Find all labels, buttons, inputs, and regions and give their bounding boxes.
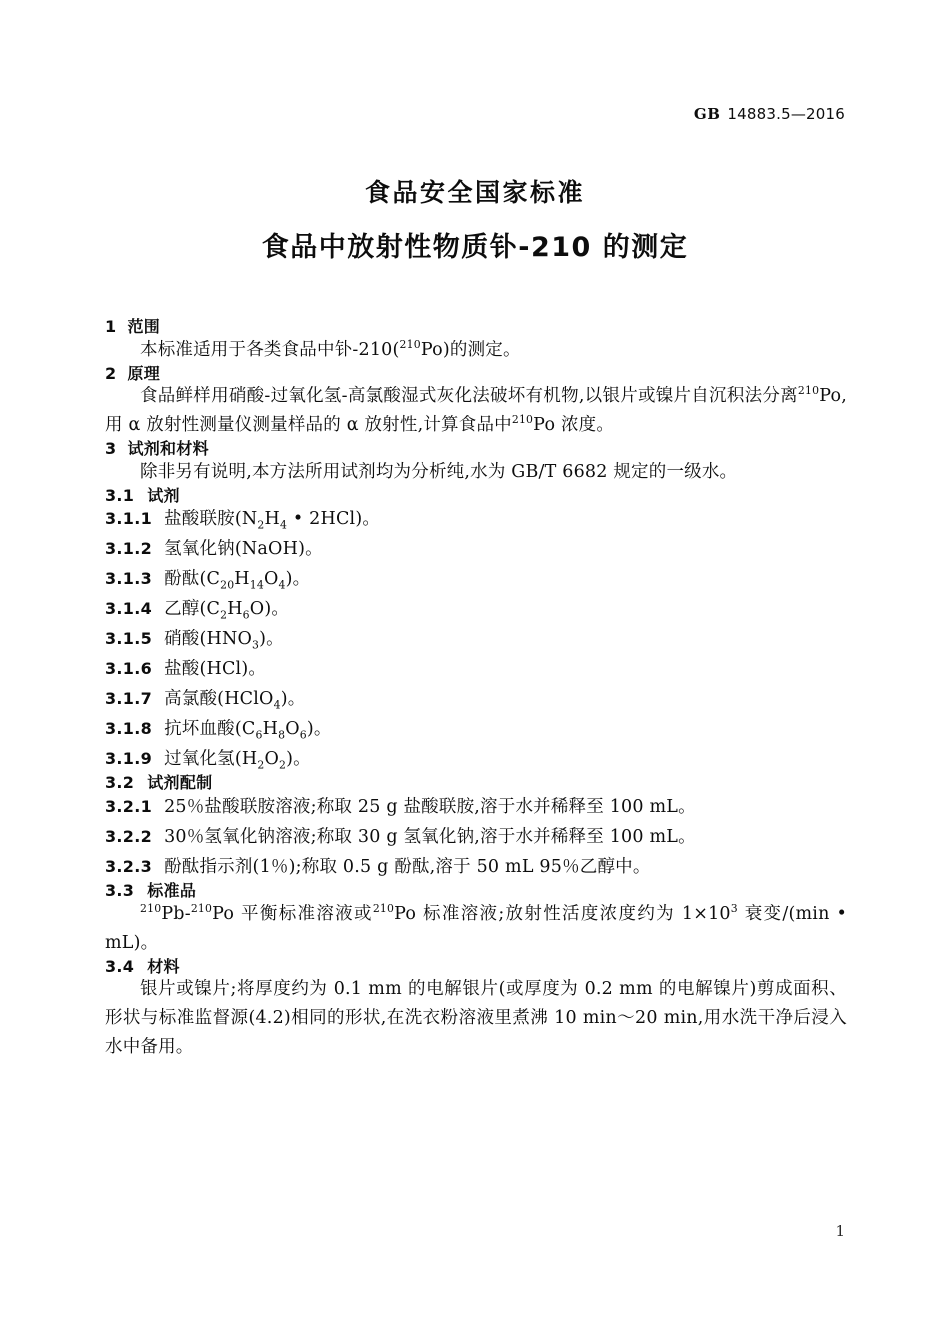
clause-3-2-2 (105, 822, 847, 852)
section-2-paragraph: 食品鲜样用硝酸-过氧化氢-高氯酸湿式灰化法破坏有机物,以银片或镍片自沉积法分离$^{210}$Po,用 α 放射性测量仪测量样品的 α 放射性,计算食品中$^{210}$Po 浓度。 (105, 384, 847, 436)
section-title: 材料 (147, 956, 180, 976)
clause-3-1-1: 3.1.1 盐酸联胺($N_2H_4$ • 2HCl)。 (105, 509, 381, 532)
section-heading-3-4 (105, 958, 847, 976)
section-heading-3-3 (105, 882, 847, 900)
clause-number: 3.1.6 (105, 659, 153, 679)
section-heading-3-2 (105, 774, 847, 792)
standard-number: 14883.5—2016 (727, 105, 845, 123)
clause-number: 3.2.3 (105, 856, 153, 876)
clause-number: 3.1.8 (105, 719, 153, 739)
section-3-paragraph: 除非另有说明,本方法所用试剂均为分析纯,水为 GB/T 6682 规定的一级水。 (140, 461, 738, 482)
clause-3-1-2: 3.1.2 氢氧化钠(NaOH)。 (105, 539, 323, 560)
section-number: 3.2 (105, 773, 135, 793)
clause-text: 30％氢氧化钠溶液;称取 30 g 氢氧化钠,溶于水并稀释至 100 mL。 (164, 826, 696, 847)
clause-reagent-name: 氢氧化钠 (164, 539, 235, 560)
clause-reagent-name: 高氯酸 (164, 689, 218, 710)
section-heading-3 (105, 440, 847, 458)
standard-prefix: GB (693, 105, 721, 123)
page-number: 1 (835, 1222, 845, 1240)
clause-3-2-1 (105, 792, 847, 822)
clause-3-1-6: 3.1.6 盐酸(HCl)。 (105, 659, 267, 680)
section-title: 试剂 (147, 485, 180, 505)
clause-number: 3.1.1 (105, 509, 153, 529)
clause-3-1-3: 3.1.3 酚酞$(C_{20}H_{14}O_4)$。 (105, 569, 311, 592)
section-number: 3.1 (105, 485, 135, 505)
document-subtitle: 食品中放射性物质钋-210 的测定 (261, 232, 689, 263)
section-title: 原理 (127, 363, 161, 383)
clause-3-1-8: 3.1.8 抗坏血酸$(C_6H_8O_6)$。 (105, 719, 332, 742)
section-number: 2 (105, 363, 117, 383)
clause-reagent-name: 过氧化氢 (164, 749, 235, 770)
section-title: 试剂配制 (147, 773, 213, 793)
clause-reagent-name: 酚酞 (164, 569, 200, 590)
running-header (105, 105, 845, 123)
clause-number: 3.2.1 (105, 796, 153, 816)
clause-number: 3.1.5 (105, 629, 153, 649)
document-body (105, 318, 847, 1062)
clause-number: 3.1.2 (105, 539, 153, 559)
section-number: 3.4 (105, 956, 135, 976)
clause-number: 3.1.7 (105, 689, 153, 709)
clause-3-1-4: 3.1.4 乙醇$(C_2H_6O)$。 (105, 599, 290, 622)
section-title: 试剂和材料 (127, 439, 209, 459)
document-title: 食品安全国家标准 (364, 178, 585, 207)
clause-3-1-7: 3.1.7 高氯酸(HClO$_4$)。 (105, 689, 306, 712)
clause-number: 3.1.4 (105, 599, 153, 619)
clause-reagent-name: 盐酸联胺 (164, 509, 235, 530)
clause-3-1-9: 3.1.9 过氧化氢$(H_2O_2)$。 (105, 749, 311, 772)
section-heading-2 (105, 365, 847, 383)
section-title: 标准品 (147, 880, 197, 900)
clause-number: 3.1.3 (105, 569, 153, 589)
clause-number: 3.2.2 (105, 826, 153, 846)
title-block (105, 178, 845, 264)
clause-reagent-name: 乙醇 (164, 599, 200, 620)
section-title: 范围 (127, 317, 161, 336)
section-number: 1 (105, 317, 117, 336)
section-3-4-paragraph: 银片或镍片;将厚度约为 0.1 mm 的电解银片(或厚度为 0.2 mm 的电解镍片)剪成面积、形状与标准监督源(4.2)相同的形状,在洗衣粉溶液里煮沸 10 min～20 min,用水洗干净后浸入水中备用。 (105, 979, 847, 1058)
clause-reagent-name: 抗坏血酸 (164, 719, 235, 740)
section-1-paragraph: 本标准适用于各类食品中钋-210($^{210}$Po)的测定。 (140, 337, 521, 360)
section-number: 3 (105, 439, 117, 459)
section-3-3-paragraph: $^{210}$Pb-$^{210}$Po 平衡标准溶液或$^{210}$Po 标准溶液;放射性活度浓度约为 $1\times 10^3$ 衰变/(min • mL)。 (105, 901, 847, 953)
clause-text: 酚酞指示剂(1％);称取 0.5 g 酚酞,溶于 50 mL 95％乙醇中。 (164, 856, 651, 877)
clause-3-2-3 (105, 852, 847, 882)
section-number: 3.3 (105, 880, 135, 900)
section-heading-1 (105, 318, 847, 336)
section-heading-3-1 (105, 487, 847, 505)
clause-reagent-name: 盐酸 (164, 659, 200, 680)
clause-reagent-name: 硝酸 (164, 629, 200, 650)
clause-3-1-5: 3.1.5 硝酸$(HNO_3)$。 (105, 629, 284, 652)
clause-text: 25％盐酸联胺溶液;称取 25 g 盐酸联胺,溶于水并稀释至 100 mL。 (164, 796, 696, 817)
clause-number: 3.1.9 (105, 749, 153, 769)
